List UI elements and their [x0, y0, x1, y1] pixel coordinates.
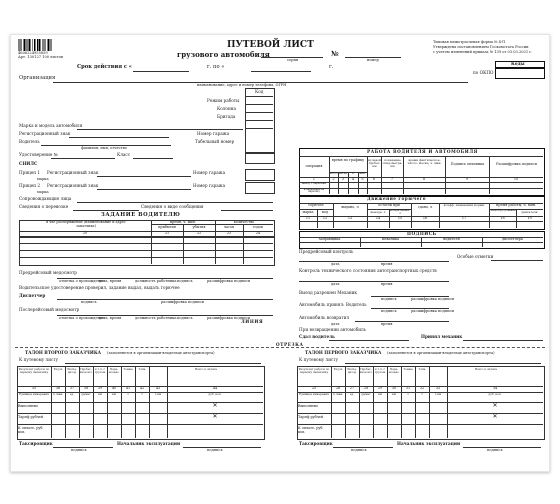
signature-mechanic: механика	[381, 237, 400, 241]
task-col-customer: в чье распоряжение (наименование и адрес заказчика)	[46, 220, 126, 228]
task-col-time: время, ч. мин.	[170, 220, 196, 224]
coupon-num-6: 31	[405, 386, 411, 390]
fuel-num-16: 16	[422, 216, 428, 220]
work-num-1: 1	[312, 177, 316, 181]
coupon-unit-2: ед.	[69, 392, 75, 396]
coupon-row-1: Тариф рублей	[298, 415, 324, 419]
fuel-sub-code: код	[321, 210, 329, 214]
fuel-num-12: 12	[322, 216, 328, 220]
waybill-sheet	[10, 34, 550, 472]
dispatcher-label: Диспетчер	[19, 293, 46, 298]
work-num-8: 8	[422, 177, 426, 181]
driver-label: Водитель	[19, 139, 40, 144]
coupon-row-1: Тариф рублей	[18, 415, 44, 419]
cut-line-label: ОТРЕЗКА	[273, 343, 307, 347]
coupon-unit-6: т	[407, 392, 409, 396]
work-sub-min: мин.	[359, 172, 366, 175]
pretrip-control-label: Предрейсовый контроль	[299, 249, 354, 254]
car-return-hint-date: дата	[331, 322, 340, 326]
car-departure-label: Выезд разрешен Механик	[299, 290, 358, 295]
coupon-num-7: 42	[139, 386, 145, 390]
organization-hint: наименование, адрес и номер телефона, ОГРН	[197, 83, 287, 87]
coupon-col-5: Пере-возено	[109, 367, 119, 374]
driver-hint: фамилия, имя, отчество	[81, 146, 127, 150]
license-label: Удостоверение №	[19, 152, 58, 157]
fuel-sub-engine: двигателя	[521, 210, 538, 214]
coupon-num-8: 33	[435, 386, 441, 390]
coupon-title: ТАЛОН ПЕРВОГО ЗАКАЗЧИКА	[305, 350, 382, 355]
task-num-20: 20	[82, 231, 88, 235]
coupon-head-hint: подпись	[487, 448, 503, 452]
work-col-mechanic-sign: Подпись механика	[450, 162, 485, 166]
coupon-x-mark: ✕	[492, 413, 498, 420]
fuel-title: Движение горючего	[367, 196, 427, 201]
number-label: номер	[367, 58, 379, 62]
fuel-sub-equipment: спецобору-дования	[489, 209, 516, 212]
fuel-num-17: 17	[461, 216, 467, 220]
trailer1-reg-label: Регистрационный знак	[47, 170, 99, 175]
work-col-schedule: время по графику	[331, 158, 365, 162]
coupon-sheet-label: К путевому листу	[19, 357, 59, 362]
work-num-9: 9	[465, 177, 469, 181]
work-num-7: 7	[390, 177, 394, 181]
posttrip-hint-date: дата, время	[99, 316, 122, 320]
coupon-hint: (заполняется в организации-владельце автотранспорта)	[107, 351, 215, 355]
fuel-num-11: 11	[305, 216, 311, 220]
snils-label: СНИЛС	[19, 161, 38, 166]
code-header: Код	[255, 89, 264, 94]
coupon-num-0: 35	[31, 386, 37, 390]
coupon-col-3: Пробег, км всего	[359, 367, 373, 374]
coupon-hint: (заполняется в организации-владельце автотранспорта)	[387, 351, 495, 355]
coupon-tax-hint: подпись	[351, 448, 367, 452]
task-title: ЗАДАНИЕ ВОДИТЕЛЮ	[101, 212, 181, 218]
coupon-unit-8: т-км	[434, 392, 442, 396]
car-departure-hint-sign: подпись	[381, 297, 397, 301]
work-row-departure: выезд с парковки	[301, 182, 327, 185]
coupon-num-9: 44	[212, 386, 218, 390]
pretrip-hint-mark: отметка о прохождении	[59, 279, 105, 283]
coupon-unit-7: т	[421, 392, 423, 396]
signature-dispatcher: диспетчера	[502, 237, 523, 241]
return-time-label: При возвращении автомобиль	[299, 327, 366, 332]
work-sub-month: месяц	[338, 172, 348, 175]
coupon-num-4: 39	[97, 386, 103, 390]
pretrip-hint-decode: расшифровка подписи	[207, 279, 250, 283]
line-label: ЛИНИЯ	[241, 319, 264, 324]
coupon-num-4: 29	[377, 386, 383, 390]
barcode-number: 4606224955859	[18, 51, 48, 55]
coupon-num-9: 34	[492, 386, 498, 390]
coupon-row-0: Выполнено	[18, 404, 39, 408]
task-sub-trips: ездок	[252, 225, 264, 229]
coupon-unit-1: ч. мин.	[52, 392, 64, 396]
personnel-number-label: Табельный номер	[195, 139, 235, 144]
task-num-24: 24	[255, 231, 261, 235]
coupon-col-2: Экспе-дитор	[67, 367, 77, 374]
posttrip-label: Послерейсовый медосмотр	[19, 307, 80, 312]
coupon-unit-3: да/нет	[361, 392, 371, 396]
coupon-num-7: 32	[419, 386, 425, 390]
pretrip-hint-date: дата, время	[99, 279, 122, 283]
pretrip-hint-sign: подпись	[177, 279, 193, 283]
article-number: Арт. 130127 100 листов	[18, 55, 64, 59]
validity-label: Срок действия с «	[77, 64, 133, 70]
fuel-num-13: 13	[347, 216, 353, 220]
year-suffix: г.	[329, 64, 334, 70]
handed-driver-label: Сдал водитель	[299, 334, 335, 339]
coupon-unit-1: ч. мин.	[332, 392, 344, 396]
task-sub-departure: убытия	[192, 225, 206, 229]
organization-label: Организация	[19, 75, 56, 81]
coupon-num-0: 25	[311, 386, 317, 390]
coupon-head-hint: подпись	[207, 448, 223, 452]
task-num-22: 22	[196, 231, 202, 235]
work-sub-day: число	[329, 172, 338, 175]
work-col-actual-time: время фактическое, число, месяц, ч. мин.	[407, 158, 442, 166]
car-model-label: Марка и модель автомобиля	[19, 123, 83, 128]
task-col-quantity: количество	[233, 220, 255, 224]
page-title: ПУТЕВОЙ ЛИСТ	[227, 40, 314, 50]
coupon-col-1: Ездок	[53, 367, 63, 371]
coupon-tax-label: Таксировщик	[299, 441, 333, 446]
work-sub-hour: ч.	[351, 172, 355, 175]
tech-control-hint-time: время	[381, 282, 393, 286]
coupon-unit-4: км	[98, 392, 102, 396]
coupon-row-2: К оплате, руб. коп.	[298, 426, 324, 434]
fuel-num-15: 15	[397, 216, 403, 220]
coupon-sheet-label: К путевому листу	[299, 357, 339, 362]
fuel-sub-brand: марка	[302, 210, 314, 214]
coupon-tax-label: Таксировщик	[19, 441, 53, 446]
trailer2-garage-label: Номер гаража	[193, 183, 226, 188]
accepted-mechanic-label: Принял механик	[421, 334, 463, 339]
coupon-unit-4: км	[378, 392, 382, 396]
coupon-title: ТАЛОН ВТОРОГО ЗАКАЗЧИКА	[25, 350, 102, 355]
work-col-operation: операция	[305, 164, 323, 168]
coupon-head-label: Начальник эксплуатации	[397, 441, 461, 446]
posttrip-hint-mark: отметка о прохождении	[59, 316, 105, 320]
work-row-return: возвращение на парковку	[303, 187, 325, 194]
coupon-col-4: в т.ч. с грузом	[374, 367, 386, 374]
tech-control-hint-date: дата	[331, 282, 340, 286]
pretrip-label: Предрейсовый медосмотр	[19, 270, 77, 275]
work-col-speedometer: показание спидометра, км	[382, 158, 403, 169]
cargo-info-2-label: Сведения о виде сообщения	[141, 204, 204, 209]
coupon-unit-3: да/нет	[81, 392, 91, 396]
coupon-col-5: Пере-возено	[389, 367, 399, 374]
coupon-col-0: Результат работы по первому заказчику	[18, 367, 50, 374]
barcode-image	[18, 39, 52, 51]
brigade-label: Бригада	[217, 114, 236, 119]
work-num-5: 5	[361, 177, 364, 181]
work-num-10: 10	[513, 177, 519, 181]
work-col-sign-decode: Расшифровка подписи	[496, 162, 537, 166]
work-num-6: 6	[372, 177, 376, 181]
coupon-unit-2: ед.	[349, 392, 355, 396]
car-return-hint-time: время	[381, 322, 393, 326]
coupon-col-1: Ездок	[333, 367, 343, 371]
fuel-num-19: 19	[527, 216, 532, 220]
fuel-col-norm-coef: коэфф. изменения нормы	[443, 203, 485, 207]
trailer2-hint: марка	[37, 190, 49, 194]
coupon-col-4: в т.ч. с грузом	[94, 367, 106, 374]
okpo-label: по ОКПО	[473, 70, 494, 75]
signature-driver: водителя	[443, 237, 460, 241]
work-col-zero-run: нулевой пробег, км	[368, 158, 381, 169]
coupon-unit-5: км	[112, 392, 116, 396]
tech-control-label: Контроль технического состояния автотранспортных средств	[299, 268, 437, 273]
fuel-sub-departure: выезде, л	[370, 210, 386, 214]
trailer2-label: Прицеп 2	[19, 183, 41, 188]
reg-sign-label: Регистрационный знак	[19, 131, 71, 136]
form-note-3: с учетом изменений приказа № 139 от 03.03.2021 г.	[433, 50, 533, 54]
coupon-unit-6: т	[127, 392, 129, 396]
task-num-23: 23	[226, 231, 232, 235]
fuel-col-fuel: горючее	[308, 203, 324, 207]
coupon-col-3: Пробег, км всего	[79, 367, 93, 374]
trailer1-hint: марка	[37, 177, 49, 181]
garage-number-label: Номер гаража	[197, 131, 230, 136]
form-note-1: Типовая межотраслевая форма № 4-П	[433, 40, 506, 44]
coupon-num-2: 27	[349, 386, 355, 390]
coupon-unit-0: Единица измерения	[299, 392, 329, 396]
coupon-head-label: Начальник эксплуатации	[117, 441, 181, 446]
coupon-x-mark: ✕	[212, 413, 218, 420]
page-subtitle: грузового автомобиля	[177, 50, 270, 59]
signature-title: ПОДПИСЬ	[407, 231, 437, 236]
work-mode-label: Режим работы	[207, 98, 240, 103]
series-label: серия	[287, 58, 299, 62]
coupon-num-3: 38	[83, 386, 89, 390]
coupon-x-mark: ✕	[492, 402, 498, 409]
fuel-col-work-time: Время работы, ч. мин.	[495, 203, 537, 207]
fuel-num-18: 18	[500, 216, 505, 220]
posttrip-hint-sign: подпись	[177, 316, 193, 320]
coupon-tax-hint: подпись	[71, 448, 87, 452]
coupon-col-6: Тонны	[123, 367, 133, 371]
coupon-num-6: 41	[125, 386, 131, 390]
coupon-unit-7: т	[141, 392, 143, 396]
form-note-2: Утверждена постановлением Госкомстата России	[433, 45, 529, 49]
dispatcher-hint-decode: расшифровка подписи	[161, 300, 204, 304]
coupon-num-1: 26	[335, 386, 341, 390]
coupon-col-7: Т-км	[418, 367, 426, 371]
car-accepted-hint-sign: подпись	[381, 309, 397, 313]
validity-to-label: г. по «	[207, 64, 225, 70]
fuel-sub-return: возвра-щении, л	[390, 209, 410, 215]
car-accepted-label: Автомобиль принял: Водитель	[299, 302, 367, 307]
posttrip-hint-decode: расшифровка подписи	[207, 316, 250, 320]
coupon-num-1: 36	[55, 386, 61, 390]
dispatcher-hint-sign: подпись	[81, 300, 97, 304]
fuel-col-returned: сдано, л	[417, 205, 433, 209]
coupon-num-8: 43	[155, 386, 161, 390]
trailer1-garage-label: Номер гаража	[193, 170, 226, 175]
work-title: РАБОТА ВОДИТЕЛЯ И АВТОМОБИЛЯ	[367, 149, 478, 154]
car-departure-hint-decode: расшифровка подписи	[411, 297, 454, 301]
coupon-col-8: Всего к оплате	[474, 367, 498, 371]
coupon-unit-8: т-км	[154, 392, 162, 396]
coupon-row-2: К оплате, руб. коп.	[18, 426, 44, 434]
coupon-x-mark: ✕	[212, 402, 218, 409]
pretrip-hint-position: должность работника	[135, 279, 177, 283]
coupon-col-8: Всего к оплате	[194, 367, 218, 371]
pretrip-control-hint-date: дата	[331, 262, 340, 266]
coupon-num-5: 30	[391, 386, 397, 390]
coupon-row-0: Выполнено	[298, 404, 319, 408]
task-num-21: 21	[164, 231, 170, 235]
coupon-unit-9: руб. коп.	[488, 392, 502, 396]
work-num-3: 3	[341, 177, 345, 181]
coupon-unit-0: Единица измерения	[19, 392, 49, 396]
escort-label: Сопровождающие лица	[19, 196, 72, 201]
fuel-num-14: 14	[375, 216, 381, 220]
coupon-col-6: Тонны	[403, 367, 413, 371]
coupon-col-2: Экспе-дитор	[347, 367, 357, 374]
fuel-col-remaining: остаток при	[378, 203, 400, 207]
coupon-unit-9: руб. коп.	[208, 392, 222, 396]
fuel-col-issued: выдано, л	[341, 205, 359, 209]
task-sub-arrival: прибытия	[158, 225, 176, 229]
posttrip-hint-position: должность работника	[135, 316, 177, 320]
number-sign: №	[331, 49, 339, 58]
license-checked-label: Водительское удостоверение проверил, задание выдал, выдать горючее	[19, 285, 180, 290]
trailer2-reg-label: Регистрационный знак	[47, 183, 99, 188]
column-label: Колонна	[217, 106, 237, 111]
coupon-num-2: 37	[69, 386, 75, 390]
coupon-col-0: Результат работы по первому заказчику	[298, 367, 330, 374]
car-return-label: Автомобиль возвратил	[299, 315, 350, 320]
coupon-unit-5: км	[392, 392, 396, 396]
work-num-4: 4	[351, 177, 355, 181]
class-label: Класс	[117, 152, 131, 157]
car-accepted-hint-decode: расшифровка подписи	[411, 309, 454, 313]
work-num-2: 2	[332, 177, 335, 181]
signature-fueler: заправщика	[318, 237, 341, 241]
trailer1-label: Прицеп 1	[19, 170, 41, 175]
special-notes-label: Особые отметки	[457, 254, 494, 259]
pretrip-control-hint-time: время	[381, 262, 393, 266]
coupon-num-3: 28	[363, 386, 369, 390]
codes-label: Коды	[511, 61, 525, 66]
task-sub-hours: часов	[223, 225, 235, 229]
coupon-num-5: 40	[111, 386, 117, 390]
coupon-col-7: Т-км	[138, 367, 146, 371]
cargo-info-label: Сведения о перевозке	[19, 204, 69, 209]
